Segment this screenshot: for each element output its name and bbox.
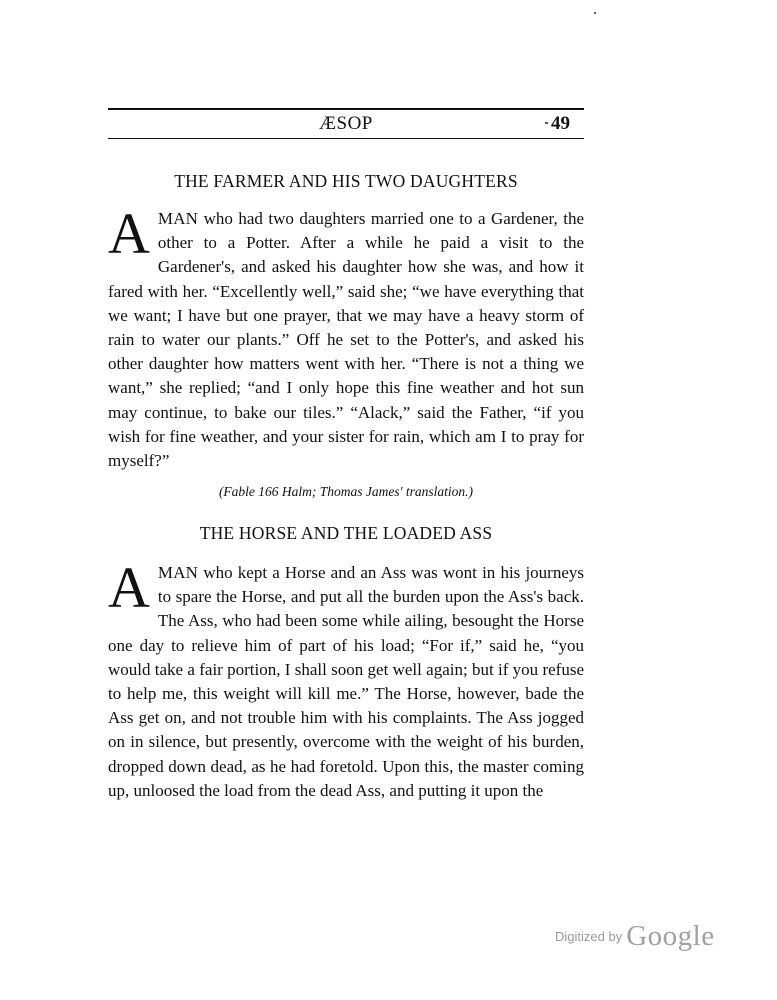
- digitized-watermark: [555, 920, 715, 956]
- header-mark: [545, 122, 548, 124]
- scan-speck: [594, 12, 596, 14]
- running-title: ÆSOP: [319, 113, 373, 134]
- fable-citation: (Fable 166 Halm; Thomas James' translation.): [218, 484, 474, 499]
- fable-body-horse: [108, 555, 584, 803]
- fable-title-farmer: THE FARMER AND HIS TWO DAUGHTERS: [174, 171, 518, 191]
- fable-text: who kept a Horse and an Ass was wont in his journeys to spare the Horse, and put all the burden upon the Ass's back. The Ass, who had been some while ailing, besought the Horse one day to relieve him of part of his load; “For if,” said he, “you would take a fair portion, I shall soon get well again; but if you refuse to help me, this weight will kill me.” The Horse, however, bade the Ass get on, and not trouble him with his complaints. The Ass jogged on in silence, but presently, overcome with the weight of his burden, dropped down dead, as he had foretold. Upon this, the master coming up, unloosed the load from the dead Ass, and putting it upon the: [108, 563, 584, 800]
- first-word: MAN: [157, 209, 199, 228]
- page-header: [108, 108, 584, 139]
- first-word: MAN: [157, 563, 199, 582]
- drop-cap: A: [108, 555, 150, 620]
- fable-title-horse: THE HORSE AND THE LOADED ASS: [199, 523, 493, 543]
- fable-body-farmer: [108, 201, 584, 473]
- watermark-prefix: Digitized by: [555, 929, 623, 944]
- page-number: 49: [551, 113, 570, 134]
- google-logo: Google: [626, 920, 715, 952]
- drop-cap: A: [108, 201, 150, 266]
- fable-text: who had two daughters married one to a Gardener, the other to a Potter. After a while he paid a visit to the Gardener's, and asked his daughter how she was, and how it fared with her. “Excellently well,” said she; “we have everything that we want; I have but one prayer, that we may have a heavy storm of rain to water our plants.” Off he set to the Potter's, and asked his other daughter how matters went with her. “There is not a thing we want,” she replied; “and I only hope this fine weather and hot sun may continue, to bake our tiles.” “Alack,” said the Father, “if you wish for fine weather, and your sister for rain, which am I to pray for myself?”: [108, 209, 584, 471]
